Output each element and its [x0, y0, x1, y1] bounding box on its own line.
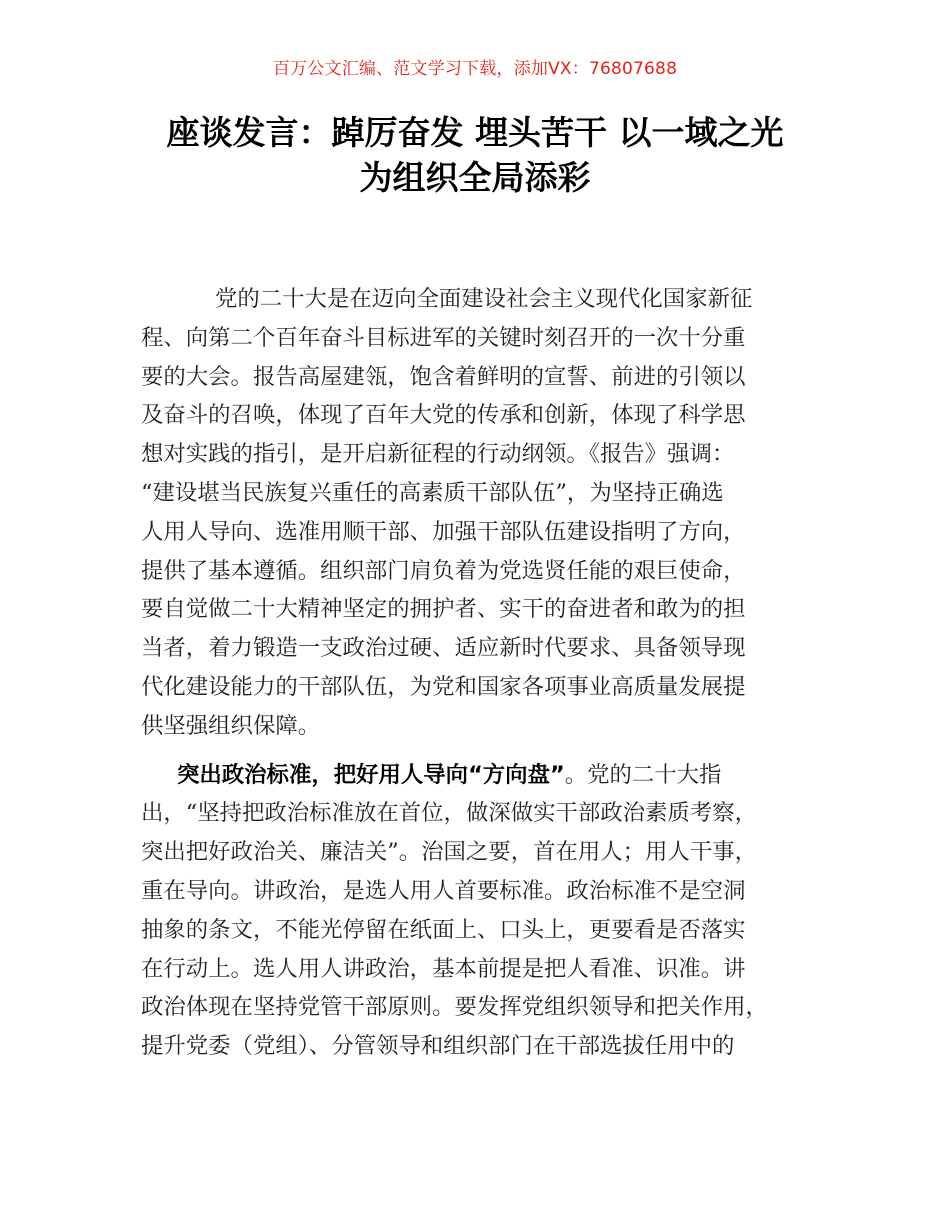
paragraph-line: 重在导向。讲政治，是选人用人首要标准。政治标准不是空洞 [141, 877, 746, 904]
paragraph-line: 人用人导向、选准用顺干部、加强干部队伍建设指明了方向， [141, 518, 746, 545]
paragraph-line [141, 756, 813, 795]
title-line-1: 座谈发言：踔厉奋发 埋头苦干 以一域之光 [166, 113, 784, 152]
paragraph-line: 要的大会。报告高屋建瓴，饱含着鲜明的宣誓、前进的引领以 [141, 363, 746, 390]
paragraph-line: 程、向第二个百年奋斗目标进军的关键时刻召开的一次十分重 [141, 324, 746, 351]
paragraph-line: 抽象的条文，不能光停留在纸面上、口头上，更要看是否落实 [141, 916, 746, 943]
paragraph-line-rest: 。党的二十大指 [564, 761, 722, 788]
paragraph-line: 在行动上。选人用人讲政治，基本前提是把人看准、识准。讲 [141, 955, 746, 982]
paragraph-line: 代化建设能力的干部队伍，为党和国家各项事业高质量发展提 [141, 673, 746, 700]
paragraph-line: 想对实践的指引，是开启新征程的行动纲领。《报告》强调： [141, 441, 735, 468]
paragraph-line: 供坚强组织保障。 [141, 712, 321, 739]
paragraph-line: 突出把好政治关、廉洁关”。治国之要，首在用人；用人干事， [141, 839, 757, 866]
paragraph-line: 党的二十大是在迈向全面建设社会主义现代化国家新征 [215, 286, 753, 312]
paragraph-line: 出，“坚持把政治标准放在首位，做深做实干部政治素质考察， [141, 800, 757, 827]
paragraph-line: 政治体现在坚持党管干部原则。要发挥党组织领导和把关作用， [141, 994, 768, 1021]
document-title [0, 110, 950, 200]
section-lead-heading: 突出政治标准，把好用人导向“方向盘” [177, 761, 565, 788]
paragraph-line: 及奋斗的召唤，体现了百年大党的传承和创新，体现了科学思 [141, 402, 746, 429]
paragraph-line: 提供了基本遵循。组织部门肩负着为党选贤任能的艰巨使命， [141, 557, 746, 584]
document-body [141, 280, 813, 1066]
paragraph-political-standard [141, 756, 813, 1066]
paragraph-intro [141, 280, 813, 746]
paragraph-line: “建设堪当民族复兴重任的高素质干部队伍”，为坚持正确选 [141, 479, 724, 506]
paragraph-line: 要自觉做二十大精神坚定的拥护者、实干的奋进者和敢为的担 [141, 596, 746, 623]
promo-banner: 百万公文汇编、范文学习下载，添加VX：76807688 [272, 59, 678, 79]
paragraph-line: 当者，着力锻造一支政治过硬、适应新时代要求、具备领导现 [141, 635, 746, 662]
paragraph-line: 提升党委（党组）、分管领导和组织部门在干部选拔任用中的 [141, 1033, 735, 1060]
title-line-2: 为组织全局添彩 [359, 158, 591, 197]
